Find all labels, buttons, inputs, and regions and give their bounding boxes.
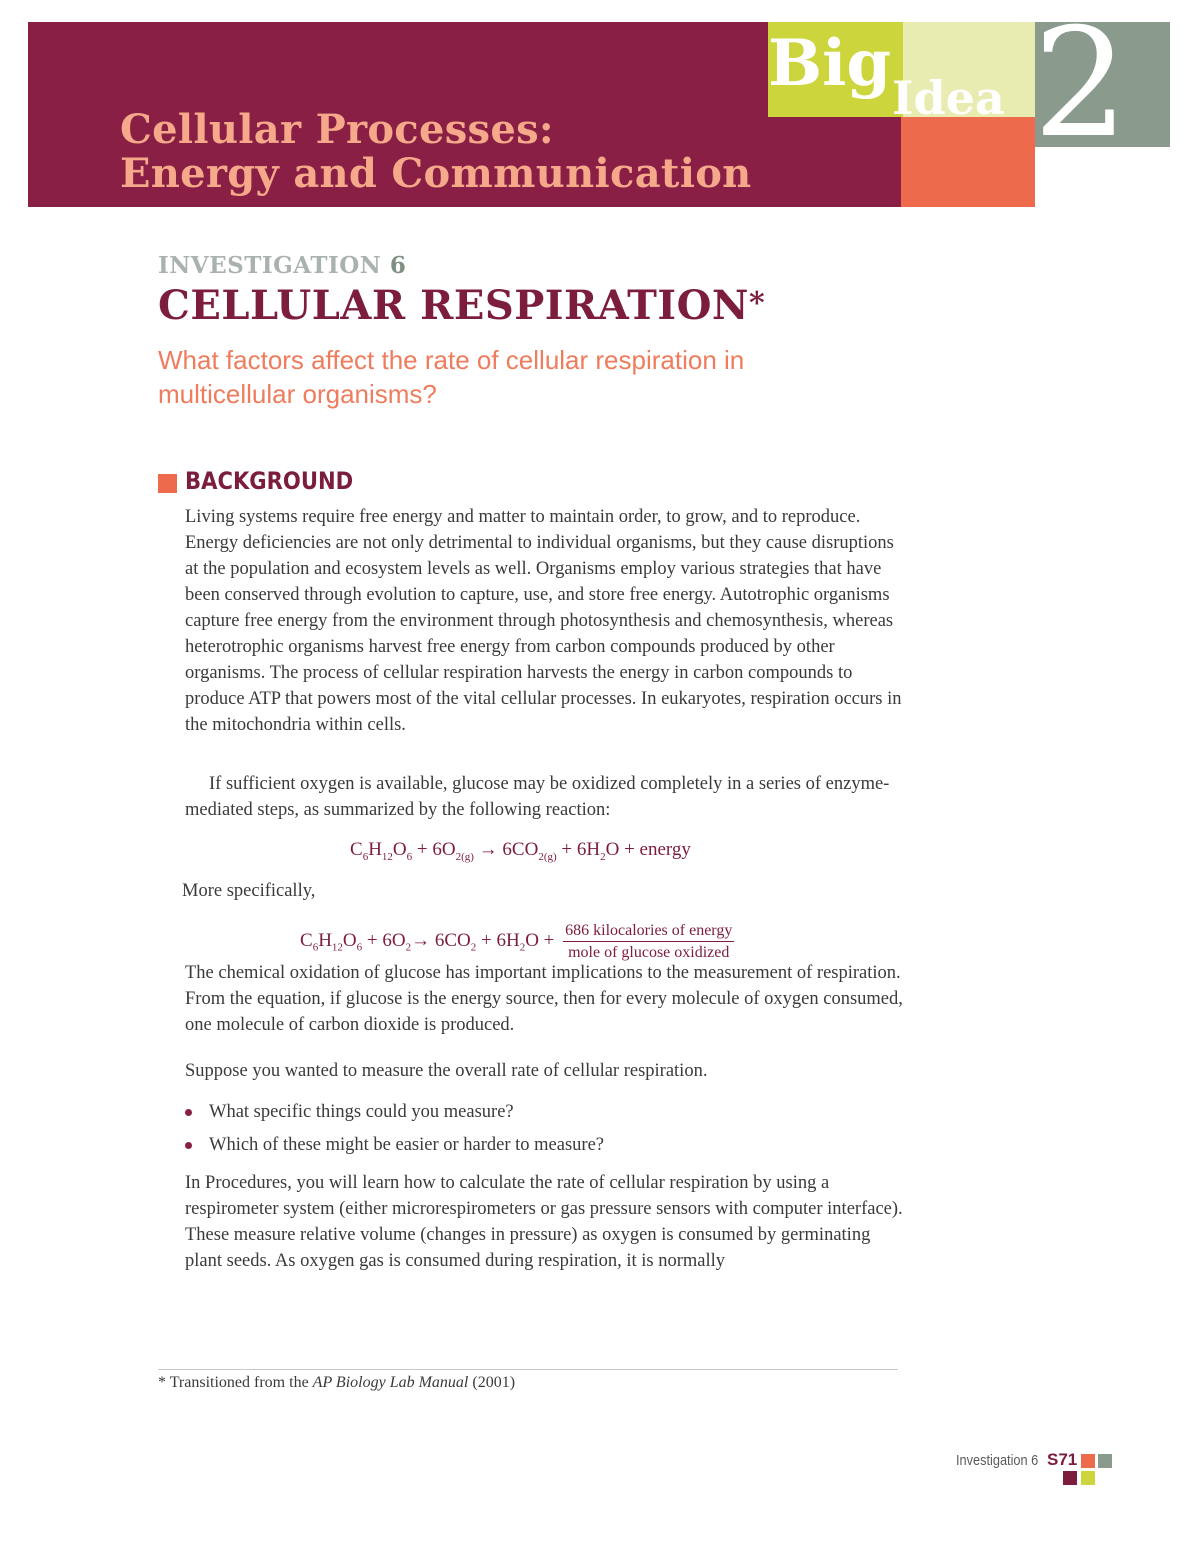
footnote: * Transitioned from the AP Biology Lab Manual (2001) xyxy=(158,1374,516,1391)
investigation-label xyxy=(158,252,406,279)
banner-title-line2: Energy and Communication xyxy=(120,150,752,197)
section-title: BACKGROUND xyxy=(185,467,354,495)
footnote-divider xyxy=(158,1369,898,1370)
fraction-denominator: mole of glucose oxidized xyxy=(568,944,730,961)
footer-square-icon xyxy=(1081,1454,1095,1468)
footer-square-icon xyxy=(1098,1454,1112,1468)
equation-specific: $C_6H_{12}O_6 + 6O_2\to 6CO_2 + 6H_2O$ + $\frac{\text{686 kilocalories of energy}}{\text{mole of glucose oxidized}}$ xyxy=(300,922,733,961)
guiding-question: What factors affect the rate of cellular respiration in multicellular organisms? xyxy=(158,345,745,409)
page-title-footnote-mark: * xyxy=(748,286,766,321)
big-idea-big-text: Big xyxy=(768,26,892,101)
paragraph-1: Living systems require free energy and matter to maintain order, to grow, and to reproduce. Energy deficiencies are not only detrimental to individual organisms, but they cause disruptions at the population and ecosystem levels as well. Organisms employ various strategies that have been conserved through evolution to capture, use, and store free energy. Autotrophic organisms capture free energy from the environment through photosynthesis and chemosynthesis, whereas heterotrophic organisms harvest free energy from carbon compounds produced by other organisms. The process of cellular respiration harvests the energy in carbon compounds to produce ATP that powers most of the vital cellular processes. In eukaryotes, respiration occurs in the mitochondria within cells. xyxy=(185,507,902,735)
paragraph-2: If sufficient oxygen is available, glucose may be oxidized completely in a series of enzyme-mediated steps, as summarized by the following reaction: xyxy=(185,774,890,820)
big-idea-idea-text: Idea xyxy=(892,71,1005,125)
bullet-icon xyxy=(185,1142,192,1149)
paragraph-4: The chemical oxidation of glucose has important implications to the measurement of respiration. From the equation, if glucose is the energy source, then for every molecule of oxygen consumed, one molecule of carbon dioxide is produced. xyxy=(185,963,903,1035)
footer-square-icon xyxy=(1063,1471,1077,1485)
orange-block xyxy=(901,117,1035,207)
paragraph-5: Suppose you wanted to measure the overall rate of cellular respiration. xyxy=(185,1061,708,1081)
page-title-text: CELLULAR RESPIRATION xyxy=(158,282,749,329)
list-item: What specific things could you measure? xyxy=(185,1099,885,1125)
fraction-numerator: 686 kilocalories of energy xyxy=(563,920,734,942)
footer-square-icon xyxy=(1081,1471,1095,1485)
investigation-number: 6 xyxy=(389,252,407,279)
banner-title-line1: Cellular Processes: xyxy=(120,106,554,153)
question-list xyxy=(185,1099,885,1165)
list-item: Which of these might be easier or harder to measure? xyxy=(185,1132,885,1158)
banner-title xyxy=(120,108,752,196)
section-square-icon xyxy=(158,474,177,493)
page-title xyxy=(158,282,765,329)
paragraph-3: More specifically, xyxy=(182,881,316,901)
equation-summary: $C_6H_{12}O_6 + 6O_{2(g)} \to 6CO_{2(g)} + 6H_2O$ + energy xyxy=(350,839,691,863)
header-banner xyxy=(28,0,1170,207)
bullet-icon xyxy=(185,1109,192,1116)
page-number: S71 xyxy=(1047,1450,1078,1469)
energy-fraction xyxy=(563,920,734,963)
paragraph-6: In Procedures, you will learn how to calculate the rate of cellular respiration by using a respirometer system (either microrespirometers or gas pressure sensors with computer interface). These measure relative volume (changes in pressure) as oxygen is consumed by germinating plant seeds. As oxygen gas is consumed during respiration, it is normally xyxy=(185,1173,903,1271)
footer-label: Investigation 6 xyxy=(956,1452,1039,1469)
big-idea-number: 2 xyxy=(1033,0,1129,171)
investigation-word: INVESTIGATION xyxy=(158,252,382,279)
